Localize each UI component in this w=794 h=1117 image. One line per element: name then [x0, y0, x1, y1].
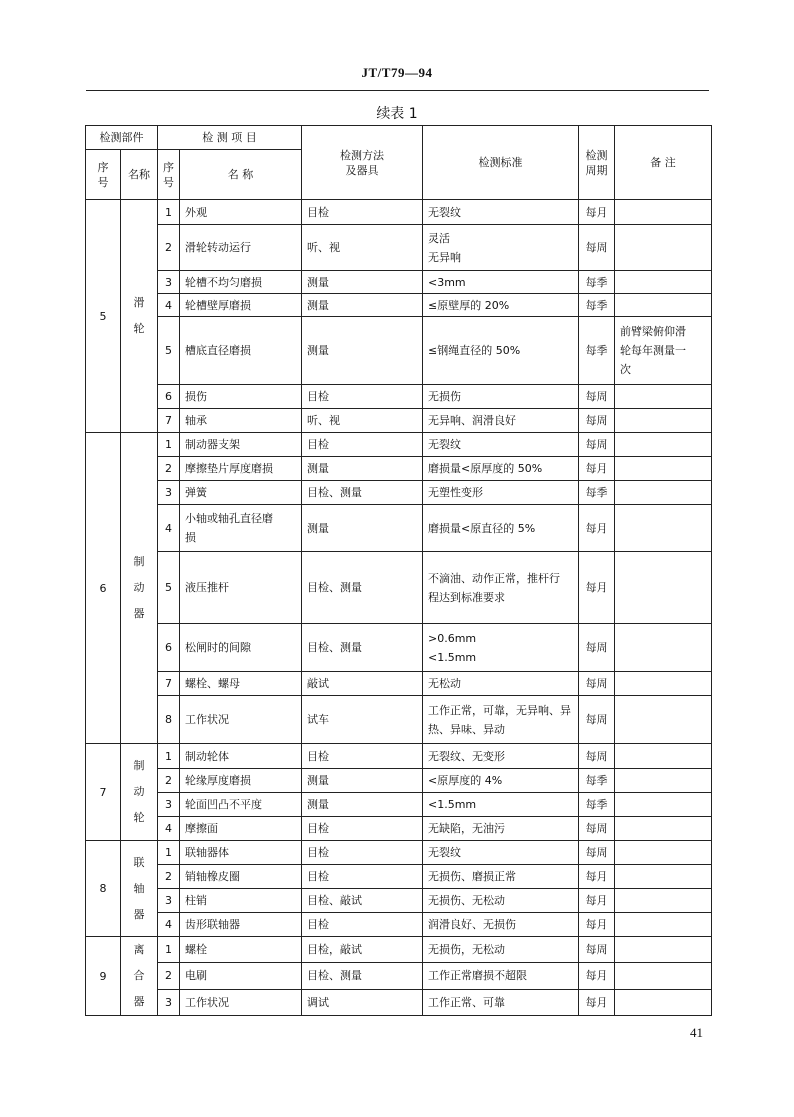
table-row — [86, 817, 712, 841]
method-cell: 目检、测量 — [302, 624, 423, 672]
page-number: 41 — [690, 1025, 703, 1040]
period-cell: 每月 — [579, 889, 615, 913]
table-row — [86, 552, 712, 624]
item-name-cell: 轮槽不均匀磨损 — [180, 271, 302, 294]
period-cell: 每周 — [579, 385, 615, 409]
method-cell: 听、视 — [302, 409, 423, 433]
remark-cell — [615, 989, 712, 1015]
item-name-cell: 螺栓、螺母 — [180, 672, 302, 696]
item-name-cell: 销轴橡皮圈 — [180, 865, 302, 889]
header-part-group: 检测部件 — [86, 126, 158, 150]
remark-cell — [615, 889, 712, 913]
standard-cell: 无缺陷，无油污 — [423, 817, 579, 841]
table-row — [86, 294, 712, 317]
standard-cell: 无裂纹 — [423, 433, 579, 457]
item-name-cell: 液压推杆 — [180, 552, 302, 624]
period-cell: 每月 — [579, 505, 615, 552]
period-cell: 每周 — [579, 409, 615, 433]
standard-cell: ≤钢绳直径的 50% — [423, 317, 579, 385]
standard-cell: 无松动 — [423, 672, 579, 696]
part-name-cell: 滑 轮 — [121, 200, 158, 433]
period-cell: 每周 — [579, 817, 615, 841]
method-cell: 目检 — [302, 817, 423, 841]
item-seq-cell: 4 — [158, 913, 180, 937]
period-cell: 每月 — [579, 913, 615, 937]
remark-cell — [615, 672, 712, 696]
part-seq-cell: 5 — [86, 200, 121, 433]
period-cell: 每季 — [579, 271, 615, 294]
remark-cell — [615, 963, 712, 989]
period-cell: 每月 — [579, 200, 615, 225]
table-row — [86, 963, 712, 989]
method-cell: 目检、测量 — [302, 481, 423, 505]
standard-cell: <1.5mm — [423, 793, 579, 817]
item-name-cell: 损伤 — [180, 385, 302, 409]
item-name-cell: 槽底直径磨损 — [180, 317, 302, 385]
part-seq-cell: 6 — [86, 433, 121, 744]
item-name-cell: 摩擦面 — [180, 817, 302, 841]
standard-cell: 无裂纹 — [423, 200, 579, 225]
item-name-cell: 轮缘厚度磨损 — [180, 769, 302, 793]
period-cell: 每周 — [579, 433, 615, 457]
table-row — [86, 841, 712, 865]
table-row — [86, 433, 712, 457]
item-name-cell: 制动轮体 — [180, 744, 302, 769]
item-seq-cell: 8 — [158, 696, 180, 744]
item-seq-cell: 7 — [158, 672, 180, 696]
item-name-cell: 制动器支架 — [180, 433, 302, 457]
standard-cell: 无损伤，无松动 — [423, 937, 579, 963]
item-seq-cell: 2 — [158, 769, 180, 793]
remark-cell — [615, 793, 712, 817]
table-row — [86, 913, 712, 937]
remark-cell — [615, 225, 712, 271]
standard-cell: 无损伤、无松动 — [423, 889, 579, 913]
header-method: 检测方法 及器具 — [302, 126, 423, 200]
item-seq-cell: 1 — [158, 744, 180, 769]
period-cell: 每周 — [579, 624, 615, 672]
part-seq-cell: 8 — [86, 841, 121, 937]
header-part-name: 名称 — [121, 150, 158, 200]
table-row — [86, 225, 712, 271]
part-name-cell: 离 合 器 — [121, 937, 158, 1016]
item-name-cell: 弹簧 — [180, 481, 302, 505]
standard-cell: 无异响、润滑良好 — [423, 409, 579, 433]
table-row — [86, 696, 712, 744]
item-seq-cell: 4 — [158, 817, 180, 841]
item-name-cell: 电刷 — [180, 963, 302, 989]
header-rule — [86, 90, 709, 91]
table-row — [86, 271, 712, 294]
standard-cell: 工作正常磨损不超限 — [423, 963, 579, 989]
item-seq-cell: 1 — [158, 937, 180, 963]
standard-cell: 无损伤 — [423, 385, 579, 409]
table-row — [86, 672, 712, 696]
part-name-cell: 联 轴 器 — [121, 841, 158, 937]
table-header-row — [86, 126, 712, 150]
period-cell: 每季 — [579, 294, 615, 317]
table-row — [86, 769, 712, 793]
table-row — [86, 937, 712, 963]
item-seq-cell: 2 — [158, 457, 180, 481]
item-seq-cell: 3 — [158, 889, 180, 913]
remark-cell — [615, 913, 712, 937]
method-cell: 目检，敲试 — [302, 937, 423, 963]
table-row — [86, 481, 712, 505]
period-cell: 每月 — [579, 989, 615, 1015]
part-name-cell: 制 动 轮 — [121, 744, 158, 841]
item-name-cell: 柱销 — [180, 889, 302, 913]
remark-cell — [615, 865, 712, 889]
item-seq-cell: 4 — [158, 505, 180, 552]
remark-cell — [615, 624, 712, 672]
standard-cell: 无裂纹 — [423, 841, 579, 865]
header-item-group: 检 测 项 目 — [158, 126, 302, 150]
item-seq-cell: 1 — [158, 433, 180, 457]
period-cell: 每月 — [579, 457, 615, 481]
item-name-cell: 滑轮转动运行 — [180, 225, 302, 271]
method-cell: 测量 — [302, 317, 423, 385]
method-cell: 目检 — [302, 433, 423, 457]
remark-cell — [615, 200, 712, 225]
item-name-cell: 工作状况 — [180, 989, 302, 1015]
standard-cell: >0.6mm <1.5mm — [423, 624, 579, 672]
item-seq-cell: 2 — [158, 963, 180, 989]
method-cell: 目检 — [302, 744, 423, 769]
item-seq-cell: 3 — [158, 989, 180, 1015]
item-seq-cell: 3 — [158, 271, 180, 294]
remark-cell — [615, 433, 712, 457]
inspection-table — [85, 125, 712, 1016]
period-cell: 每季 — [579, 769, 615, 793]
item-seq-cell: 6 — [158, 385, 180, 409]
item-name-cell: 轮面凹凸不平度 — [180, 793, 302, 817]
standard-cell: 磨损量<原直径的 5% — [423, 505, 579, 552]
method-cell: 目检、敲试 — [302, 889, 423, 913]
method-cell: 目检 — [302, 865, 423, 889]
part-seq-cell: 7 — [86, 744, 121, 841]
method-cell: 目检 — [302, 385, 423, 409]
table-row — [86, 989, 712, 1015]
remark-cell — [615, 817, 712, 841]
remark-cell — [615, 385, 712, 409]
table-row — [86, 409, 712, 433]
item-name-cell: 联轴器体 — [180, 841, 302, 865]
item-seq-cell: 1 — [158, 200, 180, 225]
header-item-seq: 序 号 — [158, 150, 180, 200]
table-row — [86, 624, 712, 672]
remark-cell — [615, 271, 712, 294]
item-seq-cell: 3 — [158, 793, 180, 817]
header-item-name: 名 称 — [180, 150, 302, 200]
period-cell: 每月 — [579, 552, 615, 624]
remark-cell — [615, 769, 712, 793]
table-row — [86, 457, 712, 481]
item-name-cell: 外观 — [180, 200, 302, 225]
item-name-cell: 螺栓 — [180, 937, 302, 963]
table-row — [86, 385, 712, 409]
header-standard: 检测标准 — [423, 126, 579, 200]
method-cell: 目检 — [302, 200, 423, 225]
period-cell: 每周 — [579, 696, 615, 744]
item-name-cell: 轴承 — [180, 409, 302, 433]
item-seq-cell: 3 — [158, 481, 180, 505]
item-name-cell: 齿形联轴器 — [180, 913, 302, 937]
standard-cell: <3mm — [423, 271, 579, 294]
remark-cell — [615, 409, 712, 433]
standard-cell: 无塑性变形 — [423, 481, 579, 505]
item-seq-cell: 4 — [158, 294, 180, 317]
standard-cell: 润滑良好、无损伤 — [423, 913, 579, 937]
method-cell: 测量 — [302, 294, 423, 317]
item-name-cell: 松闸时的间隙 — [180, 624, 302, 672]
method-cell: 测量 — [302, 769, 423, 793]
period-cell: 每月 — [579, 963, 615, 989]
header-part-seq: 序 号 — [86, 150, 121, 200]
remark-cell — [615, 457, 712, 481]
method-cell: 听、视 — [302, 225, 423, 271]
table-row — [86, 793, 712, 817]
method-cell: 敲试 — [302, 672, 423, 696]
standard-cell: 工作正常、可靠 — [423, 989, 579, 1015]
item-seq-cell: 2 — [158, 865, 180, 889]
item-seq-cell: 2 — [158, 225, 180, 271]
period-cell: 每月 — [579, 865, 615, 889]
method-cell: 目检、测量 — [302, 963, 423, 989]
table-caption: 续表 1 — [376, 106, 418, 122]
item-seq-cell: 5 — [158, 317, 180, 385]
table-row — [86, 889, 712, 913]
remark-cell — [615, 481, 712, 505]
item-name-cell: 轮槽壁厚磨损 — [180, 294, 302, 317]
standard-cell: ≤原壁厚的 20% — [423, 294, 579, 317]
table-row — [86, 744, 712, 769]
item-seq-cell: 6 — [158, 624, 180, 672]
remark-cell — [615, 696, 712, 744]
standard-cell: 无裂纹、无变形 — [423, 744, 579, 769]
standard-cell: 无损伤、磨损正常 — [423, 865, 579, 889]
remark-cell — [615, 841, 712, 865]
part-seq-cell: 9 — [86, 937, 121, 1016]
remark-cell — [615, 937, 712, 963]
item-name-cell: 小轴或轴孔直径磨 损 — [180, 505, 302, 552]
header-period: 检测 周期 — [579, 126, 615, 200]
table-row — [86, 317, 712, 385]
period-cell: 每周 — [579, 937, 615, 963]
remark-cell — [615, 505, 712, 552]
item-seq-cell: 1 — [158, 841, 180, 865]
standard-cell: 工作正常，可靠，无异响、异 热、异味、异动 — [423, 696, 579, 744]
table-row — [86, 505, 712, 552]
method-cell: 试车 — [302, 696, 423, 744]
item-name-cell: 工作状况 — [180, 696, 302, 744]
remark-cell — [615, 552, 712, 624]
item-name-cell: 摩擦垫片厚度磨损 — [180, 457, 302, 481]
method-cell: 测量 — [302, 505, 423, 552]
period-cell: 每周 — [579, 744, 615, 769]
table-row — [86, 865, 712, 889]
standard-cell: <原厚度的 4% — [423, 769, 579, 793]
method-cell: 目检 — [302, 841, 423, 865]
remark-cell — [615, 744, 712, 769]
table-row — [86, 200, 712, 225]
period-cell: 每周 — [579, 841, 615, 865]
header-remark: 备 注 — [615, 126, 712, 200]
method-cell: 目检 — [302, 913, 423, 937]
standard-cell: 不滴油、动作正常，推杆行 程达到标准要求 — [423, 552, 579, 624]
period-cell: 每季 — [579, 317, 615, 385]
remark-cell: 前臂梁俯仰滑 轮每年测量一 次 — [615, 317, 712, 385]
method-cell: 测量 — [302, 271, 423, 294]
method-cell: 测量 — [302, 793, 423, 817]
method-cell: 调试 — [302, 989, 423, 1015]
method-cell: 目检、测量 — [302, 552, 423, 624]
standard-cell: 灵活 无异响 — [423, 225, 579, 271]
period-cell: 每周 — [579, 672, 615, 696]
document-header: JT/T79—94 — [361, 65, 433, 80]
period-cell: 每周 — [579, 225, 615, 271]
item-seq-cell: 5 — [158, 552, 180, 624]
period-cell: 每季 — [579, 481, 615, 505]
method-cell: 测量 — [302, 457, 423, 481]
part-name-cell: 制 动 器 — [121, 433, 158, 744]
item-seq-cell: 7 — [158, 409, 180, 433]
period-cell: 每季 — [579, 793, 615, 817]
standard-cell: 磨损量<原厚度的 50% — [423, 457, 579, 481]
remark-cell — [615, 294, 712, 317]
